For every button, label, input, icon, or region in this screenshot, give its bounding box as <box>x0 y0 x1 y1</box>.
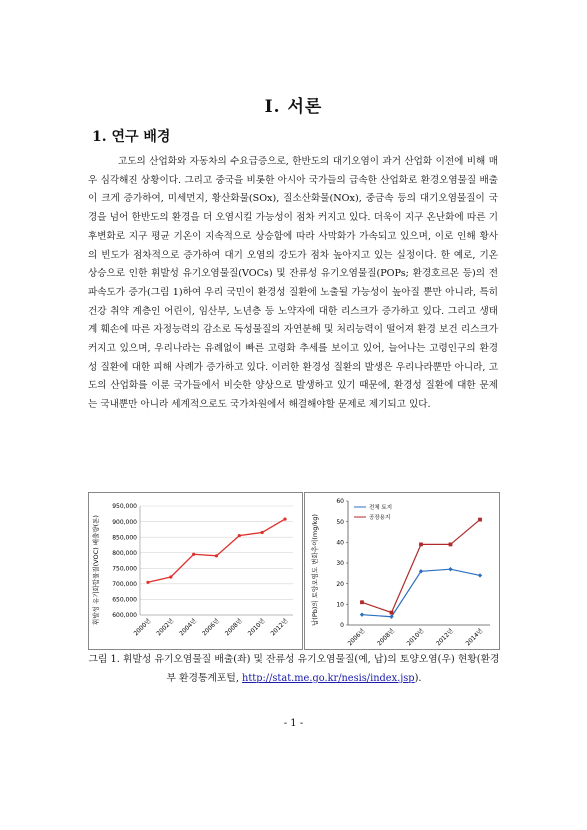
y-tick-label: 650,000 <box>112 596 137 604</box>
caption-text: 그림 1. 휘발성 유기오염물질 배출(좌) 및 잔류성 유기오염물질(예, 납)의 토양오염(우) 현황(환경부 환경통계포털, <box>88 654 500 684</box>
data-point <box>192 553 195 556</box>
x-tick-label: 2010년 <box>246 617 267 638</box>
body-paragraph <box>88 153 498 415</box>
legend-label: 공장용지 <box>369 515 391 521</box>
y-tick-label: 900,000 <box>112 518 137 526</box>
y-tick-label: 950,000 <box>112 503 137 511</box>
paragraph-text: 고도의 산업화와 자동차의 수요급증으로, 한반도의 대기오염이 과거 산업화 이전에 비해 매우 심각해진 상황이다. 그리고 중국을 비롯한 아시아 국가들의 급속한 산업화로 환경오염물질 배출이 크게 증가하여, 미세먼지, 황산화물(SOx), 질소산화물(NOx), 중금속 등의 대기오염물질이 국경을 넘어 한반도의 환경을 더 오염시킬 가능성이 점차 커지고 있다. 더욱이 지구 온난화에 따른 기후변화로 지구 평균 기온이 지속적으로 상승함에 따라 사막화가 가속되고 있으며, 이로 인해 황사의 빈도가 점차적으로 증가하여 대기 오염의 강도가 점차 높아지고 있는 실정이다. 한 예로, 기온 상승으로 인한 휘발성 유기오염물질(VOCs) 및 잔류성 유기오염물질(POPs; 환경호르몬 등)의 전파속도가 증가(그림 1)하여 우리 국민이 환경성 질환에 노출될 가능성이 높아질 뿐만 아니라, 특히 건강 취약 계층인 어린이, 임산부, 노년층 등 노약자에 대한 리스크가 증가하고 있다. 그리고 생태계 훼손에 따른 자정능력의 감소로 독성물질의 자연분해 및 처리능력이 떨어져 환경 보건 리스크가 커지고 있으며, 우리나라는 유례없이 빠른 고령화 추세를 보이고 있어, 늘어나는 고령인구의 환경성 질환에 대한 피해 사례가 증가하고 있다. 이러한 환경성 질환의 발생은 우리나라뿐만 아니라, 고도의 산업화를 이룬 국가들에서 비슷한 양상으로 발생하고 있기 때문에, 환경성 질환에 대한 문제는 국내뿐만 아니라 세계적으로도 국가차원에서 해결해야할 문제로 제기되고 있다. <box>88 156 498 411</box>
data-point <box>169 575 172 578</box>
chapter-title: I. 서론 <box>264 97 323 117</box>
y-tick-label: 850,000 <box>112 534 137 542</box>
chart-left-ylabel: 휘발성 유기화합물질(VOC) 배출량(톤) <box>92 515 100 625</box>
data-point <box>238 534 241 537</box>
source-link[interactable]: http://stat.me.go.kr/nesis/index.jsp <box>242 673 415 684</box>
data-point <box>390 611 394 615</box>
page-number: - 1 - <box>283 718 304 729</box>
y-tick-label: 30 <box>336 560 344 568</box>
y-tick-label: 750,000 <box>112 565 137 573</box>
x-tick-label: 2006년 <box>201 617 221 638</box>
x-tick-label: 2008년 <box>223 617 244 638</box>
y-tick-label: 60 <box>336 498 344 506</box>
data-point <box>283 517 286 520</box>
x-tick-label: 2000년 <box>132 617 153 638</box>
y-tick-label: 700,000 <box>112 581 137 589</box>
x-tick-label: 2006년 <box>346 627 367 648</box>
x-tick-label: 2012년 <box>435 627 455 648</box>
y-tick-label: 40 <box>336 539 344 547</box>
y-tick-label: 0 <box>340 622 344 630</box>
data-point <box>261 531 264 534</box>
caption-suffix: ). <box>414 673 422 684</box>
x-tick-label: 2008년 <box>376 627 396 648</box>
section-heading: 1. 연구 배경 <box>92 129 171 145</box>
data-point <box>419 543 423 547</box>
x-tick-label: 2014년 <box>464 627 485 648</box>
figure-caption <box>88 650 500 688</box>
data-point <box>146 581 149 584</box>
data-point <box>478 518 482 522</box>
x-tick-label: 2004년 <box>178 617 199 638</box>
x-tick-label: 2012년 <box>269 617 290 638</box>
y-tick-label: 10 <box>336 601 344 609</box>
data-point <box>215 554 218 557</box>
y-tick-label: 800,000 <box>112 549 137 557</box>
data-point <box>449 543 453 547</box>
y-tick-label: 20 <box>336 580 344 588</box>
data-point <box>360 600 364 604</box>
y-tick-label: 600,000 <box>112 612 137 620</box>
legend-label: 전체 토지 <box>369 505 393 511</box>
voc-emission-chart <box>88 492 303 650</box>
y-tick-label: 50 <box>336 518 344 526</box>
lead-soil-chart <box>304 492 500 650</box>
chart-right-ylabel: 납(Pb)의 토양오염도 변화추이(mg/kg) <box>311 514 319 626</box>
x-tick-label: 2010년 <box>405 627 426 648</box>
x-tick-label: 2002년 <box>155 617 176 638</box>
